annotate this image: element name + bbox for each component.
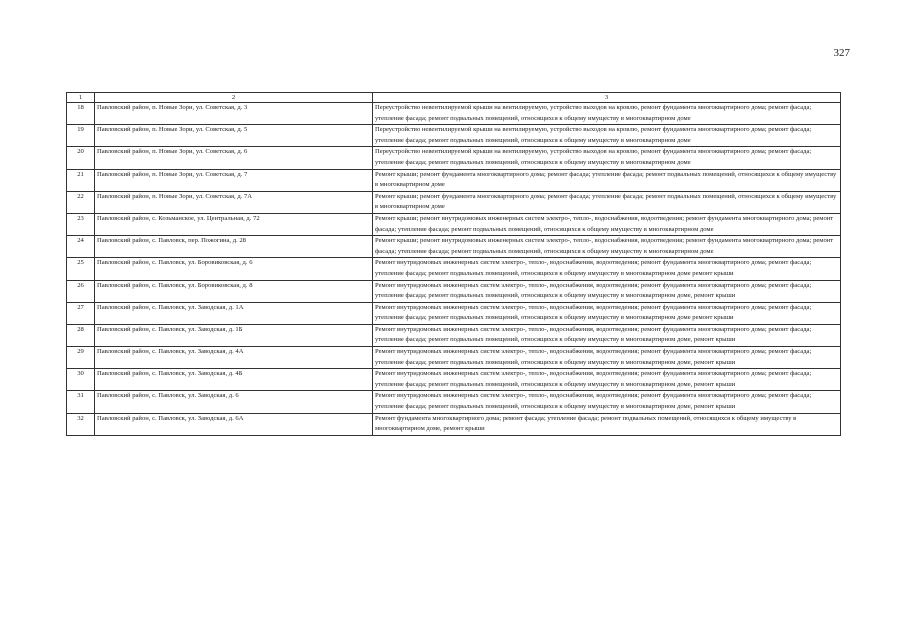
table-row bbox=[67, 236, 841, 258]
table-row bbox=[67, 324, 841, 346]
row-address: Павловский район, п. Новые Зори, ул. Советская, д. 5 bbox=[95, 125, 373, 147]
row-address: Павловский район, с. Павловск, ул. Заводская, д. 1А bbox=[95, 302, 373, 324]
table-row bbox=[67, 369, 841, 391]
row-works: Ремонт внутридомовых инженерных систем электро-, тепло-, водоснабжения, водоотведения; ремонт фундамента многоквартирного дома; ремонт фасада; утепление фасада; ремонт подвальных помещений, относящихся к общему имуществу в многоквартирном доме ремонт крыши bbox=[373, 302, 841, 324]
row-address: Павловский район, с. Павловск, ул. Заводская, д. 4Б bbox=[95, 369, 373, 391]
table-row bbox=[67, 147, 841, 169]
row-works: Ремонт крыши; ремонт внутридомовых инженерных систем электро-, тепло-, водоснабжения, водоотведения; ремонт фундамента многоквартирного дома; ремонт фасада; утепление фасада; ремонт подвальных помещений, относящихся к общему имуществу в многоквартирном доме bbox=[373, 236, 841, 258]
row-number: 29 bbox=[67, 347, 95, 369]
row-number: 28 bbox=[67, 324, 95, 346]
table-header-row bbox=[67, 93, 841, 103]
row-address: Павловский район, с. Козьманское, ул. Центральная, д. 72 bbox=[95, 213, 373, 235]
row-works: Ремонт внутридомовых инженерных систем электро-, тепло-, водоснабжения, водоотведения; ремонт фундамента многоквартирного дома; ремонт фасада; утепление фасада; ремонт подвальных помещений, относящихся к общему имуществу в многоквартирном доме, ремонт крыши bbox=[373, 280, 841, 302]
row-number: 20 bbox=[67, 147, 95, 169]
row-address: Павловский район, с. Павловск, ул. Боровиковская, д. 8 bbox=[95, 280, 373, 302]
row-number: 21 bbox=[67, 169, 95, 191]
row-address: Павловский район, с. Павловск, ул. Заводская, д. 6А bbox=[95, 413, 373, 435]
table-row bbox=[67, 347, 841, 369]
table-row bbox=[67, 413, 841, 435]
table-row bbox=[67, 125, 841, 147]
row-address: Павловский район, с. Павловск, ул. Заводская, д. 6 bbox=[95, 391, 373, 413]
row-works: Переустройство невентилируемой крыши на вентилируемую, устройство выходов на кровлю, ремонт фундамента многоквартирного дома; ремонт фасада; утепление фасада; ремонт подвальных помещений, относящихся к общему имуществу в многоквартирном доме bbox=[373, 103, 841, 125]
row-address: Павловский район, с. Павловск, ул. Заводская, д. 1Б bbox=[95, 324, 373, 346]
registry-table bbox=[66, 92, 841, 436]
row-works: Переустройство невентилируемой крыши на вентилируемую, устройство выходов на кровлю, ремонт фундамента многоквартирного дома; ремонт фасада; утепление фасада; ремонт подвальных помещений, относящихся к общему имуществу в многоквартирном доме bbox=[373, 125, 841, 147]
page-number: 327 bbox=[833, 47, 850, 59]
table-row bbox=[67, 103, 841, 125]
row-address: Павловский район, п. Новые Зори, ул. Советская, д. 7А bbox=[95, 191, 373, 213]
row-works: Ремонт крыши; ремонт фундамента многоквартирного дома; ремонт фасада; утепление фасада; ремонт подвальных помещений, относящихся к общему имуществу в многоквартирном доме bbox=[373, 169, 841, 191]
table-row bbox=[67, 191, 841, 213]
row-address: Павловский район, п. Новые Зори, ул. Советская, д. 6 bbox=[95, 147, 373, 169]
row-number: 19 bbox=[67, 125, 95, 147]
row-number: 32 bbox=[67, 413, 95, 435]
header-col-3: 3 bbox=[373, 93, 841, 103]
table-row bbox=[67, 302, 841, 324]
table-row bbox=[67, 258, 841, 280]
row-works: Ремонт фундамента многоквартирного дома; ремонт фасада; утепление фасада; ремонт подвальных помещений, относящихся к общему имуществу в многоквартирном доме, ремонт крыши bbox=[373, 413, 841, 435]
row-address: Павловский район, с. Павловск, пер. Пожогина, д. 28 bbox=[95, 236, 373, 258]
row-address: Павловский район, п. Новые Зори, ул. Советская, д. 7 bbox=[95, 169, 373, 191]
row-works: Ремонт внутридомовых инженерных систем электро-, тепло-, водоснабжения, водоотведения; ремонт фундамента многоквартирного дома; ремонт фасада; утепление фасада; ремонт подвальных помещений, относящихся к общему имуществу в многоквартирном доме, ремонт крыши bbox=[373, 347, 841, 369]
row-works: Ремонт внутридомовых инженерных систем электро-, тепло-, водоснабжения, водоотведения; ремонт фундамента многоквартирного дома; ремонт фасада; утепление фасада; ремонт подвальных помещений, относящихся к общему имуществу в многоквартирном доме, ремонт крыши bbox=[373, 369, 841, 391]
row-works: Переустройство невентилируемой крыши на вентилируемую, устройство выходов на кровлю, ремонт фундамента многоквартирного дома; ремонт фасада; утепление фасада; ремонт подвальных помещений, относящихся к общему имуществу в многоквартирном доме bbox=[373, 147, 841, 169]
row-number: 27 bbox=[67, 302, 95, 324]
row-number: 23 bbox=[67, 213, 95, 235]
row-works: Ремонт крыши; ремонт внутридомовых инженерных систем электро-, тепло-, водоснабжения, водоотведения; ремонт фундамента многоквартирного дома; ремонт фасада; утепление фасада; ремонт подвальных помещений, относящихся к общему имуществу в многоквартирном доме bbox=[373, 213, 841, 235]
row-number: 30 bbox=[67, 369, 95, 391]
table-row bbox=[67, 280, 841, 302]
row-number: 18 bbox=[67, 103, 95, 125]
row-address: Павловский район, п. Новые Зори, ул. Советская, д. 3 bbox=[95, 103, 373, 125]
row-address: Павловский район, с. Павловск, ул. Боровиковская, д. 6 bbox=[95, 258, 373, 280]
table-row bbox=[67, 391, 841, 413]
row-works: Ремонт внутридомовых инженерных систем электро-, тепло-, водоснабжения, водоотведения; ремонт фундамента многоквартирного дома; ремонт фасада; утепление фасада; ремонт подвальных помещений, относящихся к общему имуществу в многоквартирном доме, ремонт крыши bbox=[373, 324, 841, 346]
row-number: 24 bbox=[67, 236, 95, 258]
row-number: 22 bbox=[67, 191, 95, 213]
table-row bbox=[67, 169, 841, 191]
header-col-2: 2 bbox=[95, 93, 373, 103]
table-row bbox=[67, 213, 841, 235]
row-number: 25 bbox=[67, 258, 95, 280]
row-works: Ремонт крыши; ремонт фундамента многоквартирного дома; ремонт фасада; утепление фасада; ремонт подвальных помещений, относящихся к общему имуществу в многоквартирном доме bbox=[373, 191, 841, 213]
row-number: 31 bbox=[67, 391, 95, 413]
row-address: Павловский район, с. Павловск, ул. Заводская, д. 4А bbox=[95, 347, 373, 369]
row-works: Ремонт внутридомовых инженерных систем электро-, тепло-, водоснабжения, водоотведения; ремонт фундамента многоквартирного дома; ремонт фасада; утепление фасада; ремонт подвальных помещений, относящихся к общему имуществу в многоквартирном доме ремонт крыши bbox=[373, 258, 841, 280]
row-works: Ремонт внутридомовых инженерных систем электро-, тепло-, водоснабжения, водоотведения; ремонт фундамента многоквартирного дома; ремонт фасада; утепление фасада; ремонт подвальных помещений, относящихся к общему имуществу в многоквартирном доме, ремонт крыши bbox=[373, 391, 841, 413]
row-number: 26 bbox=[67, 280, 95, 302]
header-col-1: 1 bbox=[67, 93, 95, 103]
